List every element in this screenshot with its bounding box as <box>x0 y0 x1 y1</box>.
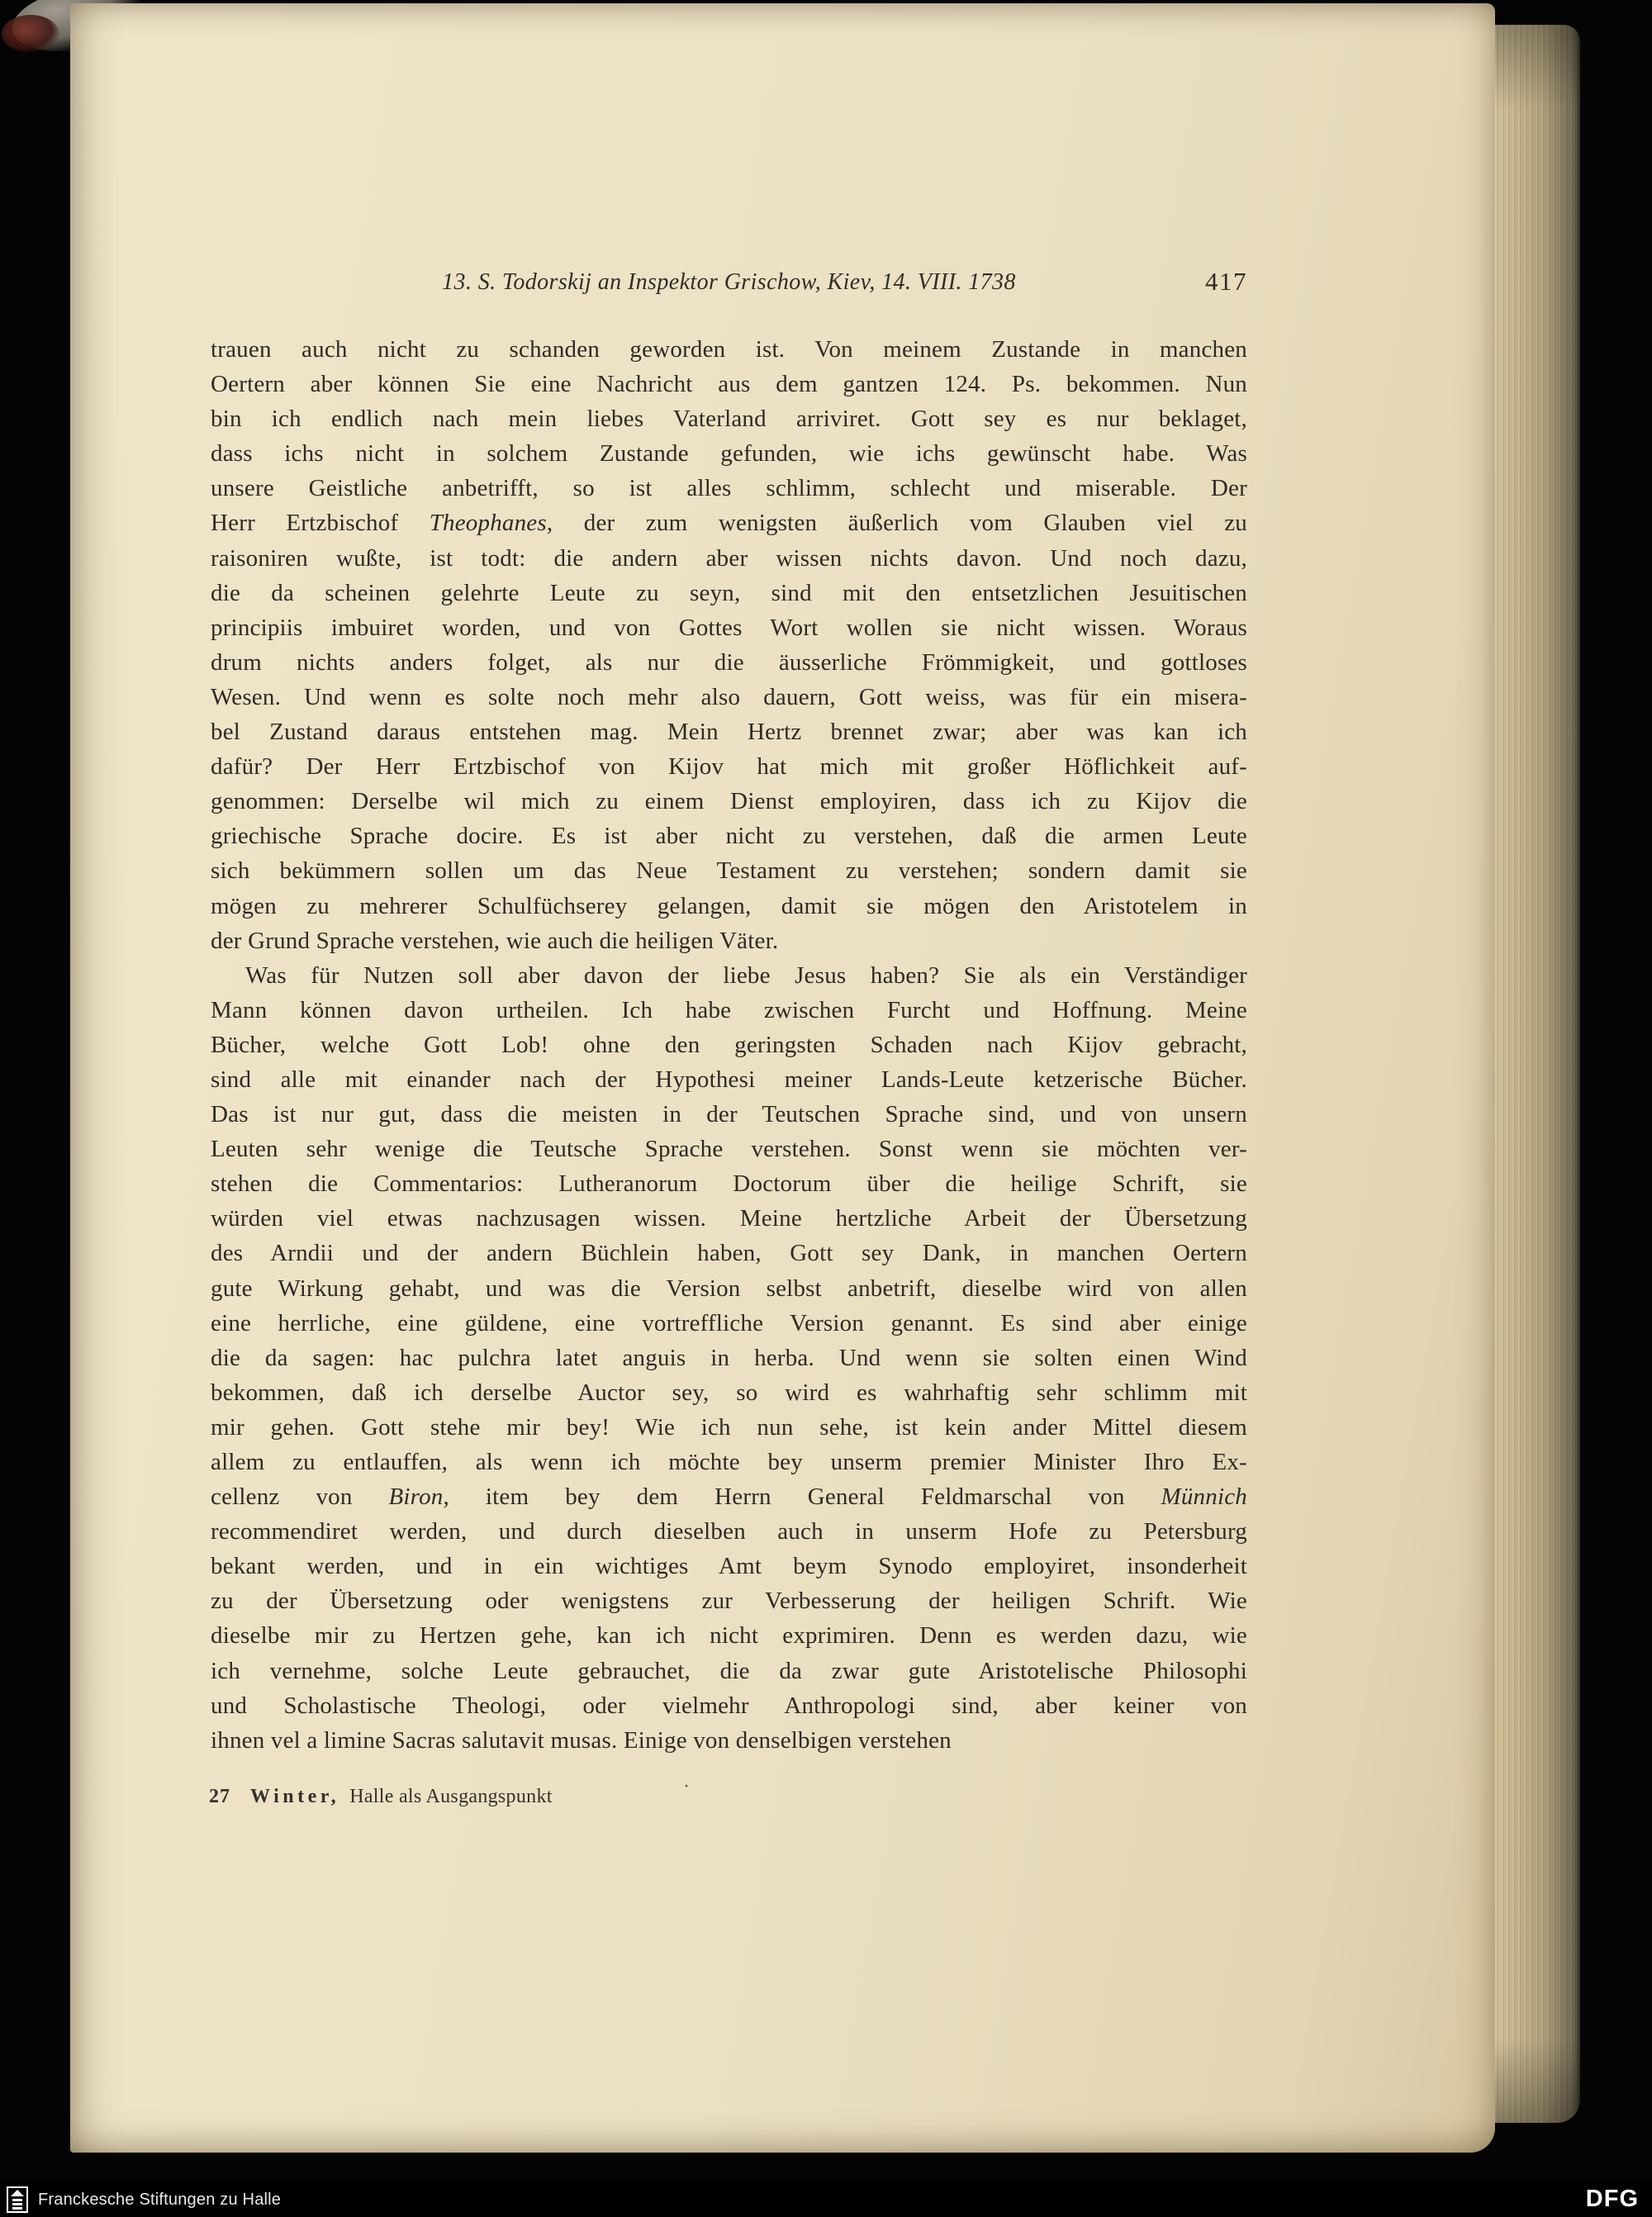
paragraph <box>211 958 1247 1758</box>
text-line: allem zu entlauffen, als wenn ich möchte bey unserm premier Minister Ihro Ex- <box>211 1449 1247 1475</box>
text-line: sind alle mit einander nach der Hypothesi meiner Lands-Leute ketzerische Bücher. <box>211 1066 1247 1093</box>
text-line: würden viel etwas nachzusagen wissen. Meine hertzliche Arbeit der Übersetzung <box>211 1205 1247 1232</box>
text-line: Bücher, welche Gott Lob! ohne den geringsten Schaden nach Kijov gebracht, <box>211 1031 1247 1058</box>
text-line: Oertern aber können Sie eine Nachricht aus dem gantzen 124. Ps. bekommen. Nun <box>211 371 1247 398</box>
page-number: 417 <box>1205 267 1247 296</box>
text-line: genommen: Derselbe wil mich zu einem Dienst employiren, dass ich zu Kijov die <box>211 788 1247 815</box>
text-line: dass ichs nicht in solchem Zustande gefunden, wie ichs gewünscht habe. Was <box>211 440 1247 468</box>
text-line: eine herrliche, eine güldene, eine vortreffliche Version genannt. Es sind aber einige <box>211 1309 1247 1336</box>
text-line: trauen auch nicht zu schanden geworden ist. Von meinem Zustande in manchen <box>211 336 1247 363</box>
viewer-bar <box>0 2182 1652 2217</box>
body-text <box>211 332 1247 1758</box>
text-line: Herr Ertzbischof Theophanes, der zum wenigsten äußerlich vom Glauben viel zu <box>211 510 1247 537</box>
text-line: drum nichts anders folget, als nur die äusserliche Frömmigkeit, und gottloses <box>211 648 1247 676</box>
text-line: des Arndii und der andern Büchlein haben, Gott sey Dank, in manchen Oertern <box>211 1240 1247 1267</box>
text-line: gute Wirkung gehabt, und was die Version selbst anbetrift, dieselbe wird von allen <box>211 1275 1247 1302</box>
binding-fray-red <box>2 15 59 53</box>
text-line: principiis imbuiret worden, und von Gottes Wort wollen sie nicht wissen. Woraus <box>211 614 1247 641</box>
text-line: Leuten sehr wenige die Teutsche Sprache verstehen. Sonst wenn sie möchten ver- <box>211 1136 1247 1163</box>
text-line: unsere Geistliche anbetrifft, so ist alles schlimm, schlecht und miserable. Der <box>211 475 1247 502</box>
page-header <box>211 269 1247 302</box>
running-header: 13. S. Todorskij an Inspektor Grischow, Kiev, 14. VIII. 1738 <box>442 269 1016 295</box>
franckesche-stiftungen-logo <box>7 2186 28 2213</box>
text-line: raisoniren wußte, ist todt: die andern aber wissen nichts davon. Und noch dazu, <box>211 544 1247 572</box>
text-line: bel Zustand daraus entstehen mag. Mein Hertz brennet zwar; aber was kan ich <box>211 719 1247 746</box>
text-line: zu der Übersetzung oder wenigstens zur Verbesserung der heiligen Schrift. Wie <box>211 1588 1247 1615</box>
text-line: mir gehen. Gott stehe mir bey! Wie ich nun sehe, ist kein ander Mittel diesem <box>211 1413 1247 1441</box>
text-line: Was für Nutzen soll aber davon der liebe Jesus haben? Sie als ein Verständiger <box>245 961 1247 989</box>
dfg-logo: DFG <box>1585 2186 1639 2212</box>
text-line: Das ist nur gut, dass die meisten in der Teutschen Sprache sind, und von unsern <box>211 1101 1247 1128</box>
text-line: ihnen vel a limine Sacras salutavit musas. Einige von denselbigen verstehen <box>211 1726 952 1754</box>
text-line: die da sagen: hac pulchra latet anguis in herba. Und wenn sie solten einen Wind <box>211 1344 1247 1371</box>
text-line: cellenz von Biron, item bey dem Herrn General Feldmarschal von Münnich <box>211 1484 1247 1511</box>
text-line: bekant werden, und in ein wichtiges Amt beym Synodo employiret, insonderheit <box>211 1553 1247 1580</box>
page-edges <box>1495 25 1580 2123</box>
signature-author: Winter, <box>250 1786 340 1807</box>
text-line: recommendiret werden, und durch dieselben auch in unserm Hofe zu Petersburg <box>211 1518 1247 1545</box>
text-line: ich vernehme, solche Leute gebrauchet, die da zwar gute Aristotelische Philosophi <box>211 1657 1247 1684</box>
paragraph <box>211 332 1247 958</box>
text-line: griechische Sprache docire. Es ist aber nicht zu verstehen, daß die armen Leute <box>211 823 1247 850</box>
text-line: Wesen. Und wenn es solte noch mehr also dauern, Gott weiss, was für ein misera- <box>211 683 1247 710</box>
signature-text: Halle als Ausgangspunkt <box>349 1786 553 1807</box>
text-line: stehen die Commentarios: Lutheranorum Doctorum über die heilige Schrift, sie <box>211 1170 1247 1198</box>
text-line: sich bekümmern sollen um das Neue Testament zu verstehen; sondern damit sie <box>211 857 1247 885</box>
signature-line <box>209 1786 553 1808</box>
institution-label: Franckesche Stiftungen zu Halle <box>38 2191 282 2209</box>
text-line: Mann können davon urtheilen. Ich habe zwischen Furcht und Hoffnung. Meine <box>211 996 1247 1023</box>
signature-number: 27 <box>209 1786 230 1807</box>
text-line: mögen zu mehrerer Schulfüchserey gelangen, damit sie mögen den Aristotelem in <box>211 892 1247 919</box>
book-page <box>70 3 1495 2153</box>
text-line: der Grund Sprache verstehen, wie auch die heiligen Väter. <box>211 927 779 954</box>
text-line: bin ich endlich nach mein liebes Vaterland arriviret. Gott sey es nur beklaget, <box>211 406 1247 433</box>
text-line: bekommen, daß ich derselbe Auctor sey, so wird es wahrhaftig sehr schlimm mit <box>211 1379 1247 1406</box>
text-line: dafür? Der Herr Ertzbischof von Kijov hat mich mit großer Höflichkeit auf- <box>211 753 1247 781</box>
text-line: dieselbe mir zu Hertzen gehe, kan ich nicht exprimiren. Denn es werden dazu, wie <box>211 1622 1247 1650</box>
text-line: und Scholastische Theologi, oder vielmehr Anthropologi sind, aber keiner von <box>211 1692 1247 1719</box>
text-line: die da scheinen gelehrte Leute zu seyn, sind mit den entsetzlichen Jesuitischen <box>211 579 1247 606</box>
print-artifact-dot: · <box>683 1776 690 1797</box>
